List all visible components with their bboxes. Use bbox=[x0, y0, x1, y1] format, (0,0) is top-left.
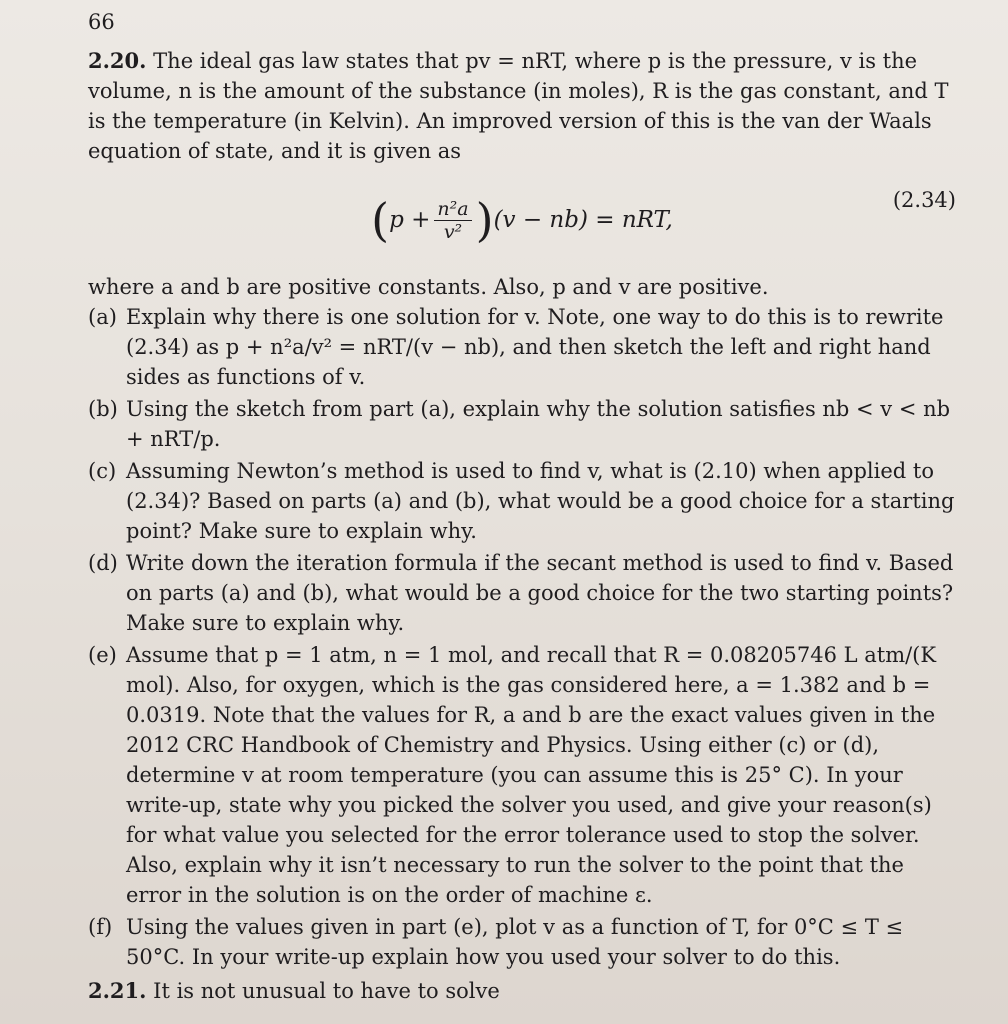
fraction-denominator: v² bbox=[443, 220, 463, 243]
equation-number: (2.34) bbox=[892, 188, 956, 212]
part-text: Using the values given in part (e), plot v as a function of T, for 0°C ≤ T ≤ 50°C. In your write-up explain how you used your solver to do this. bbox=[126, 915, 904, 969]
part-e bbox=[88, 640, 956, 910]
problem-number: 2.20. bbox=[88, 48, 147, 73]
part-d bbox=[88, 548, 956, 638]
page-number: 66 bbox=[88, 10, 115, 34]
part-text: Using the sketch from part (a), explain why the solution satisfies nb < v < nb + nRT/p. bbox=[126, 397, 951, 451]
right-paren: ) bbox=[475, 193, 494, 247]
next-problem bbox=[88, 978, 956, 1003]
left-paren: ( bbox=[371, 193, 390, 247]
part-text: Explain why there is one solution for v. Note, one way to do this is to rewrite (2.34) as p + n²a/v² = nRT/(v − nb), and then sketch the left and right hand sides as functions of v. bbox=[126, 305, 944, 389]
next-problem-text: It is not unusual to have to solve bbox=[153, 979, 500, 1003]
problem-intro bbox=[88, 46, 956, 166]
next-problem-number: 2.21. bbox=[88, 978, 147, 1003]
part-a bbox=[88, 302, 956, 392]
part-text: Assume that p = 1 atm, n = 1 mol, and recall that R = 0.08205746 L atm/(K mol). Also, for oxygen, which is the gas considered here, a = 1.382 and b = 0.0319. Note that the values for R, a and b are the exact values given in the 2012 CRC Handbook of Chemistry and Physics. Using either (c) or (d), determine v at room temperature (you can assume this is 25° C). In your write-up, state why you picked the solver you used, and give your reason(s) for what value you selected for the error tolerance used to stop the solver. Also, explain why it isn’t necessary to run the solver to the point that the error in the solution is on the order of machine ε. bbox=[126, 643, 937, 907]
part-text: Write down the iteration formula if the secant method is used to find v. Based on parts (a) and (b), what would be a good choice for the two starting points? Make sure to explain why. bbox=[126, 551, 954, 635]
equation-p: p + bbox=[389, 207, 431, 233]
part-text: Assuming Newton’s method is used to find v, what is (2.10) when applied to (2.34)? Based on parts (a) and (b), what would be a good choice for a starting point? Make sure to explain why. bbox=[126, 459, 955, 543]
part-label: (d) bbox=[88, 551, 118, 575]
part-c bbox=[88, 456, 956, 546]
equation-rest: (v − nb) = nRT, bbox=[493, 207, 673, 233]
problem-parts bbox=[88, 302, 956, 972]
van-der-waals-equation bbox=[88, 178, 956, 262]
part-label: (f) bbox=[88, 915, 113, 939]
part-label: (c) bbox=[88, 459, 117, 483]
part-f bbox=[88, 912, 956, 972]
part-label: (e) bbox=[88, 643, 117, 667]
part-label: (b) bbox=[88, 397, 118, 421]
part-label: (a) bbox=[88, 305, 117, 329]
after-equation-text: where a and b are positive constants. Also, p and v are positive. bbox=[88, 275, 769, 299]
equation-fraction bbox=[434, 198, 471, 243]
fraction-numerator: n²a bbox=[434, 198, 471, 221]
part-b bbox=[88, 394, 956, 454]
intro-text: The ideal gas law states that pv = nRT, where p is the pressure, v is the volume, n is the amount of the substance (in moles), R is the gas constant, and T is the temperature (in Kelvin). An improved version of this is the van der Waals equation of state, and it is given as bbox=[88, 49, 949, 163]
